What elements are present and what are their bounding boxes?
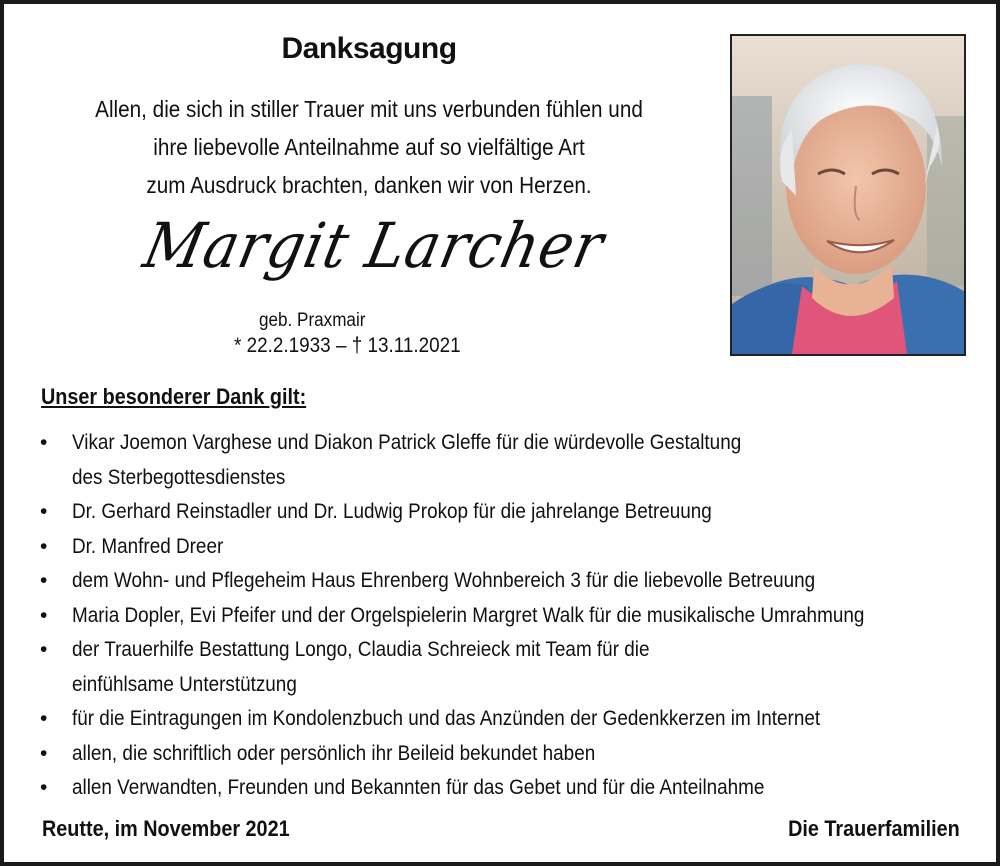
list-item <box>40 633 990 702</box>
thanks-list <box>40 426 990 806</box>
list-item-text: Dr. Gerhard Reinstadler und Dr. Ludwig Prokop für die jahrelange Betreuung <box>72 500 712 523</box>
list-item <box>40 530 990 565</box>
list-item <box>40 737 990 772</box>
bullet: • <box>40 776 48 799</box>
list-item <box>40 564 990 599</box>
bullet: • <box>40 603 48 627</box>
place-date: Reutte, im November 2021 <box>42 816 290 841</box>
list-item <box>40 426 990 495</box>
list-item-text: für die Eintragungen im Kondolenzbuch und das Anzünden der Gedenkkerzen im Internet <box>72 707 821 730</box>
signature: Die Trauerfamilien <box>788 816 960 841</box>
bullet: • <box>40 741 48 765</box>
list-item-text: der Trauerhilfe Bestattung Longo, Claudia Schreieck mit Team für die einfühlsame Unterstützung <box>72 638 650 696</box>
intro-text <box>77 90 662 204</box>
list-item-text: allen Verwandten, Freunden und Bekannten für das Gebet und für die Anteilnahme <box>72 776 765 799</box>
intro-line: ihre liebevolle Anteilnahme auf so vielfältige Art <box>153 134 585 160</box>
thanks-heading: Unser besonderer Dank gilt: <box>41 384 307 409</box>
intro-line: zum Ausdruck brachten, danken wir von Herzen. <box>146 172 592 198</box>
list-item <box>40 495 990 530</box>
list-item-text: Dr. Manfred Dreer <box>72 534 224 558</box>
list-item-text: Maria Dopler, Evi Pfeifer und der Orgelspielerin Margret Walk für die musikalische Umrahmung <box>72 603 865 627</box>
bullet: • <box>40 638 48 661</box>
list-item-text: Vikar Joemon Varghese und Diakon Patrick Gleffe für die würdevolle Gestaltung des Sterbegottesdienstes <box>72 431 742 489</box>
list-item <box>40 771 990 806</box>
bullet: • <box>40 534 48 558</box>
portrait-photo <box>730 34 966 356</box>
page-title: Danksagung <box>281 32 457 65</box>
deceased-name: Margit Larcher <box>137 209 611 282</box>
intro-line: Allen, die sich in stiller Trauer mit uns verbunden fühlen und <box>95 96 643 122</box>
life-dates: * 22.2.1933 – † 13.11.2021 <box>234 334 461 357</box>
bullet: • <box>40 707 48 730</box>
birth-name: geb. Praxmair <box>259 310 366 331</box>
list-item-text: dem Wohn- und Pflegeheim Haus Ehrenberg Wohnbereich 3 für die liebevolle Betreuung <box>72 569 816 592</box>
list-item-text: allen, die schriftlich oder persönlich ihr Beileid bekundet haben <box>72 741 596 765</box>
list-item <box>40 702 990 737</box>
bullet: • <box>40 569 48 592</box>
bullet: • <box>40 500 48 523</box>
bullet: • <box>40 431 48 454</box>
list-item <box>40 599 990 634</box>
